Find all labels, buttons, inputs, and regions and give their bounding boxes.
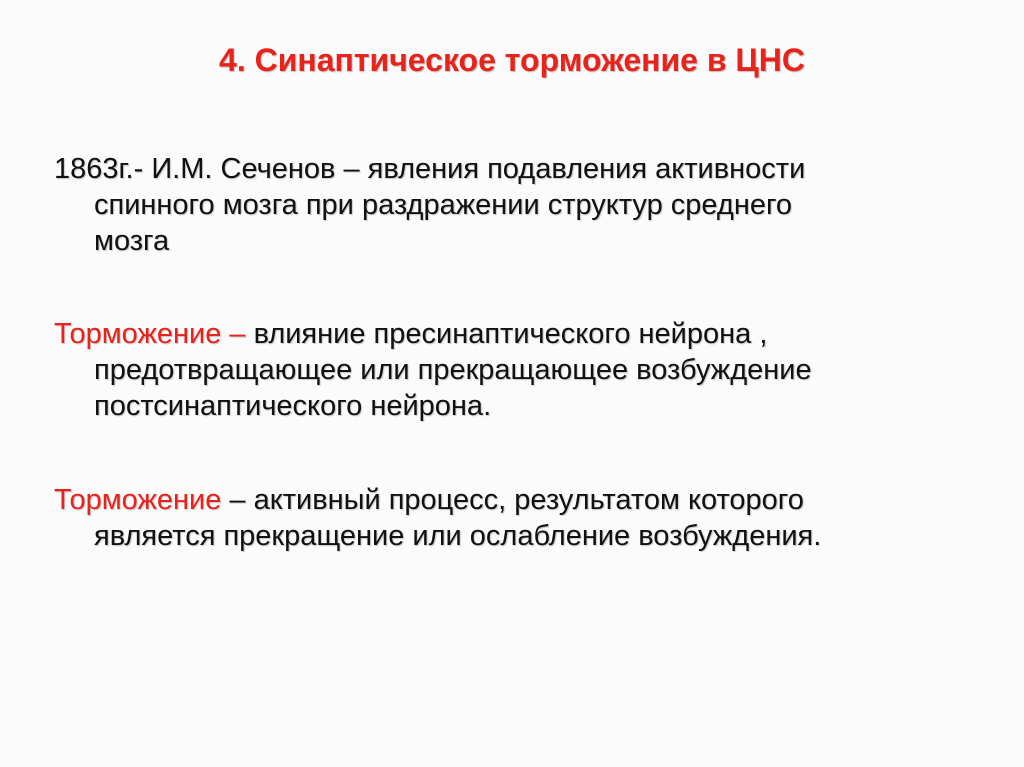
term-highlight: Торможение – [54, 318, 246, 350]
paragraph-sechenov [54, 151, 974, 259]
paragraph-definition-2 [54, 482, 974, 554]
paragraph-definition-1 [54, 316, 974, 424]
paragraph-line: предотвращающее или прекращающее возбуждение [94, 354, 812, 386]
paragraph-first-line [54, 316, 974, 352]
paragraph-line: спинного мозга при раздражении структур среднего [94, 189, 793, 221]
paragraph-line: постсинаптического нейрона. [94, 390, 492, 422]
paragraph-line: является прекращение или ослабление возбуждения. [94, 520, 822, 552]
paragraph-line: мозга [94, 225, 170, 257]
slide-title: 4. Синаптическое торможение в ЦНС [219, 42, 805, 78]
paragraph-line: 1863г.- И.М. Сеченов – явления подавления активности [54, 153, 806, 185]
paragraph-first-line [54, 482, 974, 518]
paragraph-text: влияние пресинаптического нейрона , [245, 318, 768, 350]
term-highlight: Торможение [54, 484, 222, 516]
paragraph-text: – активный процесс, результатом которого [221, 484, 804, 516]
